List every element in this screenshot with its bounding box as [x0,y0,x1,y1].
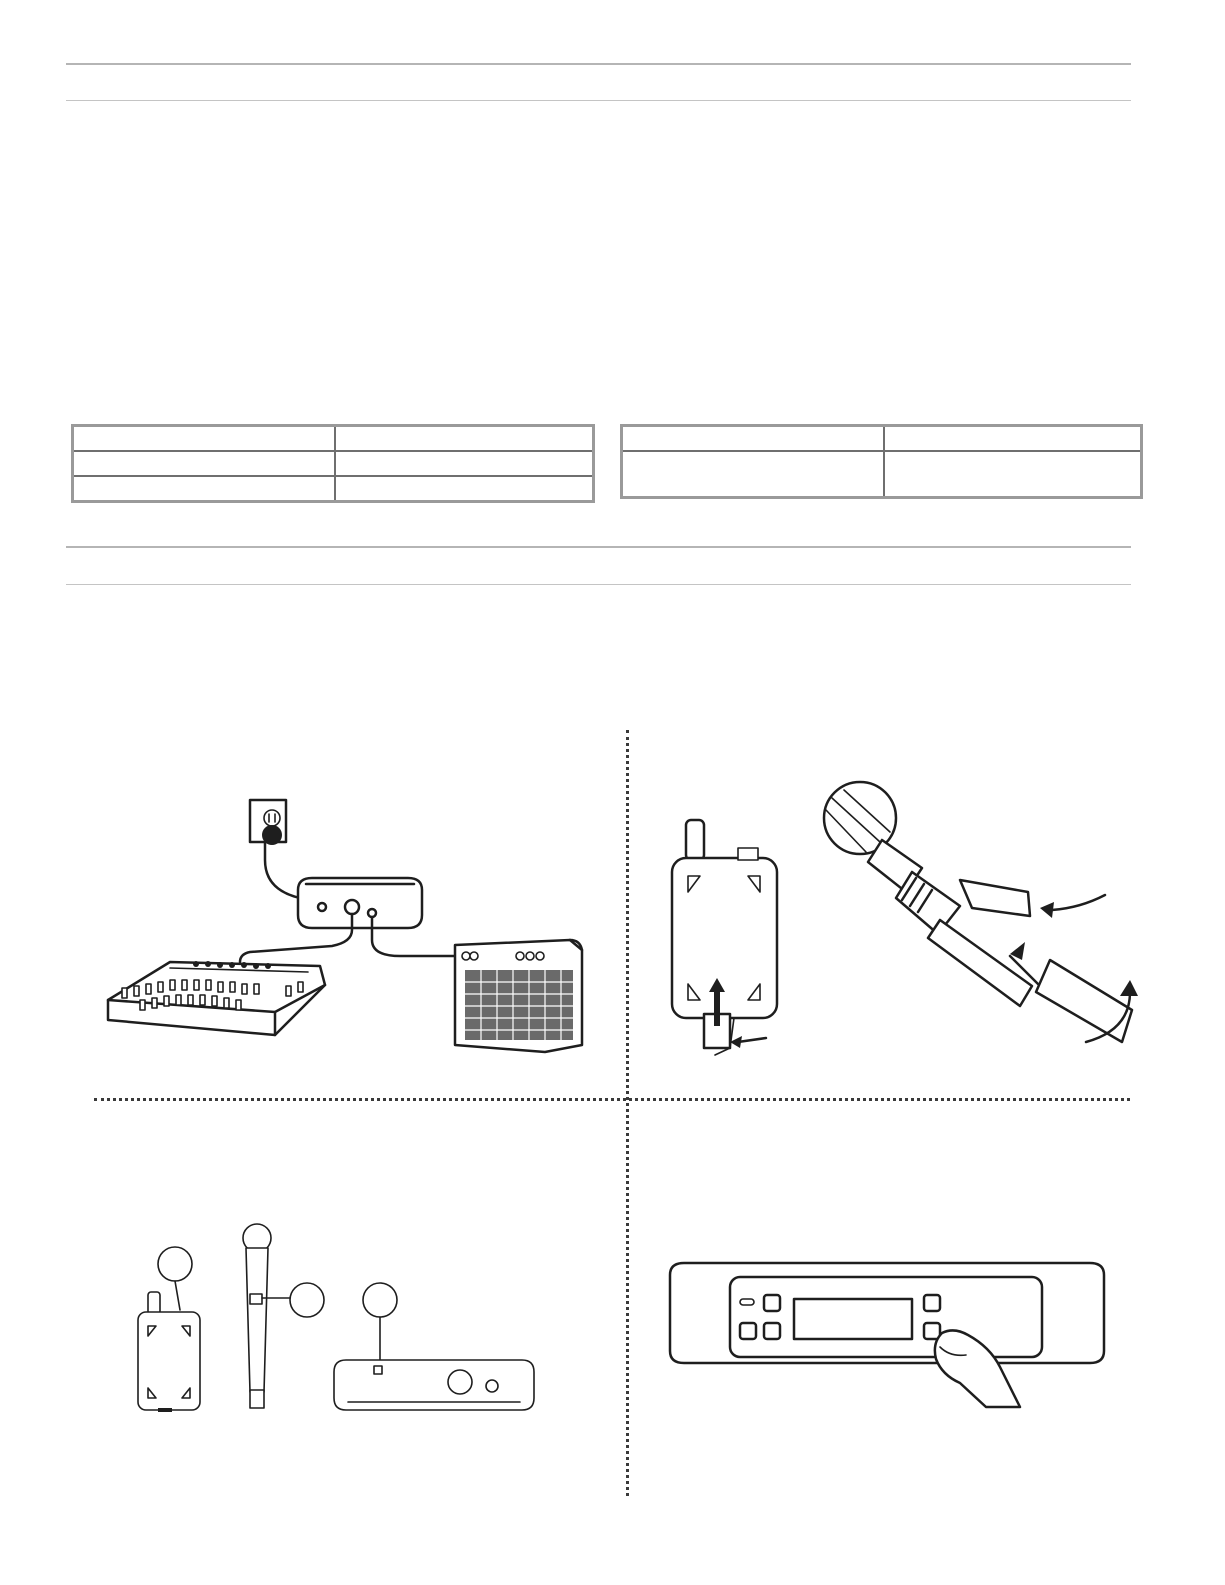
table-row [73,451,594,476]
panel-divider-vertical [626,730,629,1496]
table-cell [73,451,336,476]
receiver-icon [334,1283,534,1410]
table-cell [884,451,1142,498]
section-rule-top [66,63,1131,65]
connect-receiver-illustration [100,790,600,1060]
bodypack-transmitter-icon [672,820,777,1055]
table-cell [884,426,1142,452]
bodypack-transmitter-icon [138,1247,200,1412]
table-row [73,476,594,502]
spec-table-right [620,424,1143,499]
table-cell [73,476,336,502]
amplifier-icon [455,940,582,1052]
table-cell [335,451,594,476]
mixer-icon [108,961,325,1035]
table-row [622,451,1142,498]
receiver-icon [298,878,422,928]
sync-illustration [660,1255,1120,1415]
panel-divider-horizontal [94,1098,1130,1101]
power-on-illustration [130,1222,550,1422]
section-rule-mid-under [66,584,1131,585]
table-cell [622,451,885,498]
table-row [73,426,594,452]
table-cell [622,426,885,452]
handheld-microphone-icon [243,1224,324,1408]
receiver-front-panel-icon [670,1263,1104,1363]
table-cell [73,426,336,452]
handheld-microphone-icon [824,782,1138,1042]
spec-table-left [71,424,595,503]
insert-batteries-illustration [660,780,1150,1060]
section-rule-mid [66,546,1131,548]
table-row [622,426,1142,452]
section-rule-top-under [66,100,1131,101]
table-cell [335,476,594,502]
table-cell [335,426,594,452]
